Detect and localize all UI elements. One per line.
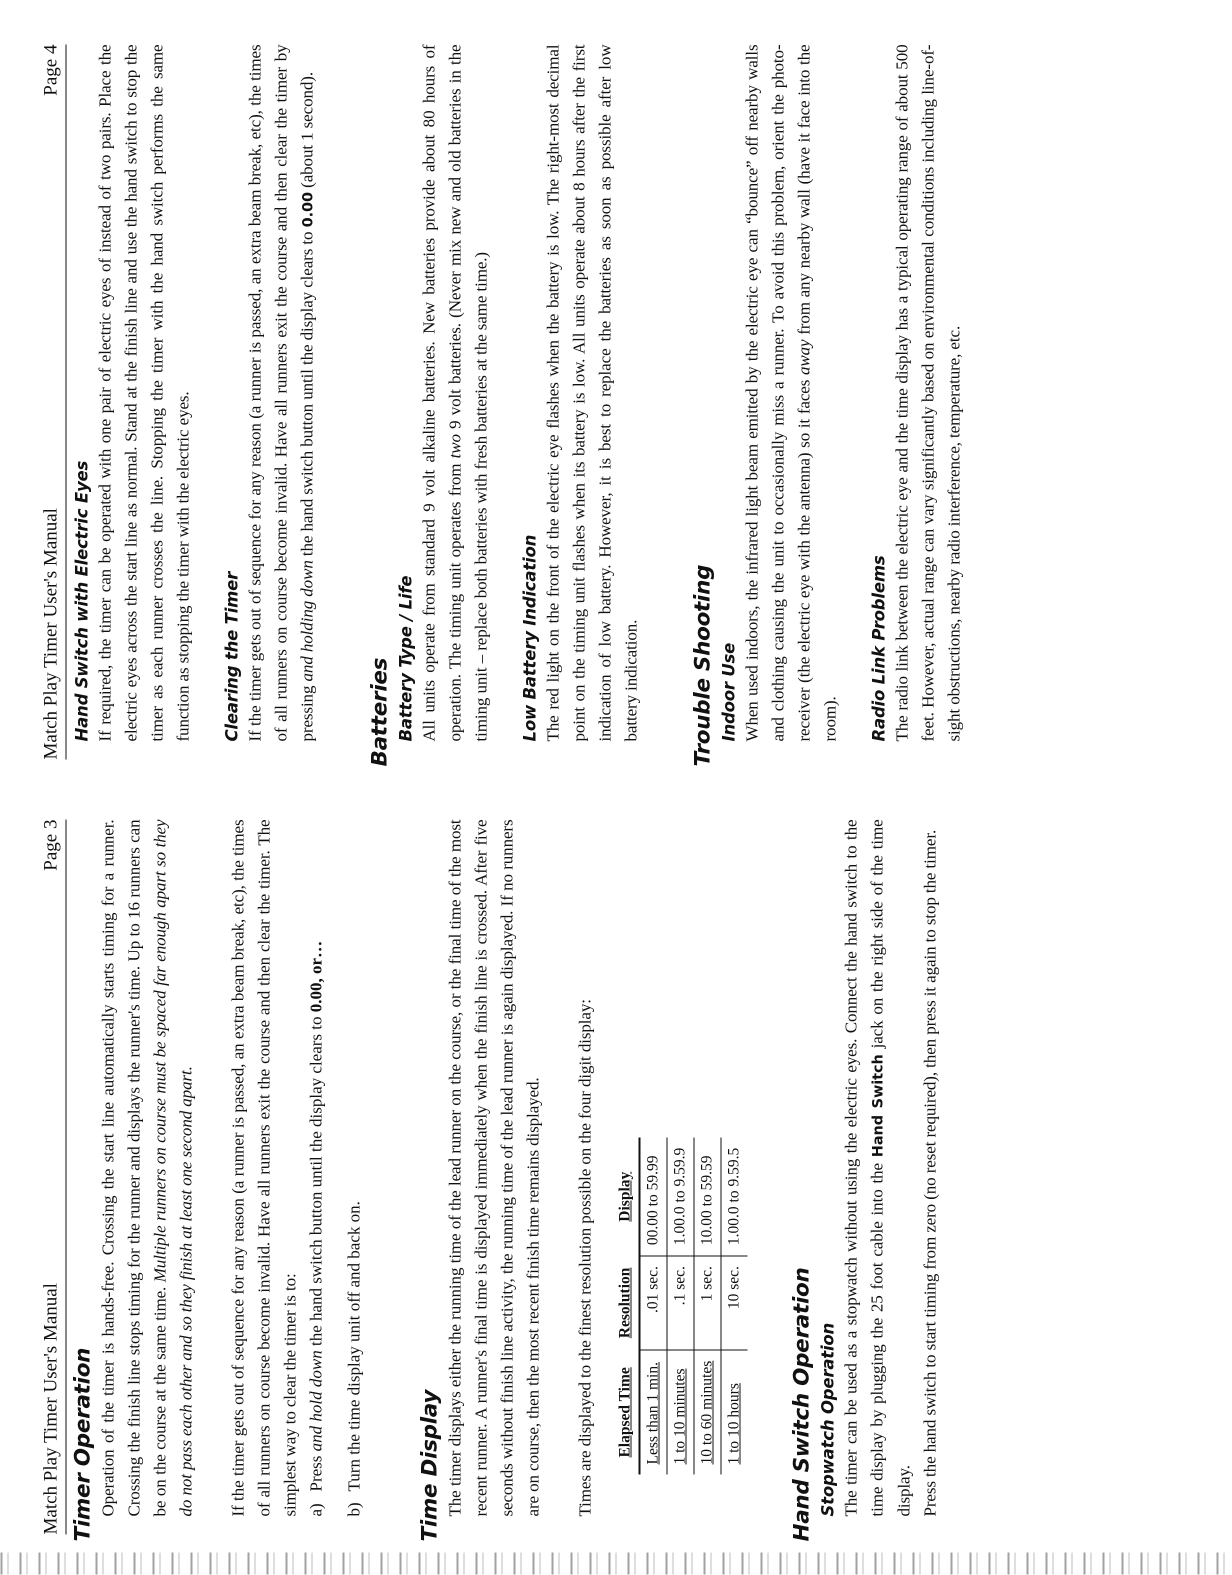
time-display-paragraph: The timer displays either the running time of the lead runner on the course, or the final time of the most recent runner. A runner's final time is displayed immediately when the finish line is crossed. After five seconds without finish line activity, the running time of the lead runner is again displayed. If no runners are on course, then the most recent finish time remains displayed. — [445, 819, 542, 1517]
low-battery-paragraph: The red light on the front of the electric eye flashes when the battery is low. The right-most decimal point on the timing unit flashes when its battery is low. All units operate about 8 hours after the first indication of low battery. However, it is best to replace the batteries as soon as possible after low battery indication. — [543, 44, 640, 742]
heading-trouble-shooting: Trouble Shooting — [690, 564, 715, 767]
subheading-hand-switch-electric-eyes: Hand Switch with Electric Eyes — [72, 460, 91, 742]
radio-link-paragraph: The radio link between the electric eye and the time display has a typical operating range of about 500 feet. However, actual range can vary significantly based on environmental conditions including line-of-sight obstructions, nearby radio interference, temperature, etc. — [892, 44, 963, 742]
table-row: 10 to 60 minutes 1 sec. 10.00 to 59.59 — [694, 1138, 721, 1475]
subheading-low-battery-indication: Low Battery Indication — [520, 534, 539, 742]
battery-type-paragraph: All units operate from standard 9 volt alkaline batteries. New batteries provide about 80 hours of operation. The timing unit operates from two 9 volt batteries. (Never mix new and old batteries in the timing unit – replace both batteries with fresh batteries at the same time.) — [419, 44, 490, 742]
heading-batteries: Batteries — [367, 657, 392, 767]
scan-edge-artifact — [0, 1553, 1232, 1575]
page-number: Page 4 — [40, 44, 61, 96]
out-of-sequence-paragraph: If the timer gets out of sequence for any reason (a runner is passed, an extra beam break, etc), the times of all runners on course become invalid. Have all runners exit the course and then clear the timer. The simplest way to clear the timer is to: — [228, 819, 299, 1517]
manual-title: Match Play Timer User's Manual — [40, 1283, 61, 1535]
col-resolution: Resolution — [612, 1256, 639, 1351]
hand-switch-eyes-paragraph: If required, the timer can be operated with one pair of electric eyes of instead of two pairs. Place the electric eyes across the start line as normal. Stand at the finish line and use the hand switch to stop the timer as each runner crosses the line. Stopping the timer with the hand switch performs the same function as stopping the timer with the electric eyes. — [95, 44, 192, 742]
page-4 — [40, 44, 967, 767]
page-number: Page 3 — [40, 819, 61, 871]
stopwatch-paragraph: The timer can be used as a stopwatch without using the electric eyes. Connect the hand switch to the time display by plugging the 25 foot cable into the Hand Switch jack on the right side of the time display. — [841, 819, 913, 1517]
col-display: Display — [612, 1138, 639, 1256]
stopwatch-paragraph-2: Press the hand switch to start timing from zero (no reset required), then press it again to stop the timer. — [920, 829, 939, 1517]
resolution-table — [612, 1138, 747, 1475]
page-header — [40, 45, 66, 760]
col-elapsed-time: Elapsed Time — [612, 1350, 639, 1474]
subheading-indoor-use: Indoor Use — [719, 642, 738, 742]
table-row: 1 to 10 minutes .1 sec. 1.00.0 to 9.59.9 — [667, 1138, 694, 1475]
clear-step-a: a) Press and hold down the hand switch button until the display clears to 0.00, or… — [306, 940, 325, 1517]
page-header — [40, 820, 66, 1535]
clear-step-b: b) Turn the time display unit off and back on. — [344, 1201, 363, 1517]
manual-title: Match Play Timer User's Manual — [40, 508, 61, 760]
subheading-battery-type-life: Battery Type / Life — [396, 575, 415, 742]
timer-operation-paragraph: Operation of the timer is hands-free. Crossing the start line automatically starts timing for a runner. Crossing the finish line stops timing for the runner and displays the runner's time. Up to 16 runners can be on the course at the same time. Multiple runners on course must be spaced far enough apart so they do not pass each other and so they finish at least one second apart. — [98, 819, 195, 1517]
subheading-clearing-the-timer: Clearing the Timer — [222, 571, 241, 742]
table-row: 1 to 10 hours 10 sec. 1.00.0 to 9.59.5 — [721, 1138, 748, 1475]
heading-timer-operation: Timer Operation — [70, 1347, 95, 1542]
indoor-use-paragraph: When used indoors, the infrared light beam emitted by the electric eye can “bounce” off nearby walls and clothing causing the unit to occasionally miss a runner. To avoid this problem, orient the photo-receiver (the electric eye with the antenna) so it faces away from any nearby wall (have it face into the room). — [742, 44, 839, 742]
subheading-stopwatch-operation: Stopwatch Operation — [818, 1322, 837, 1517]
heading-time-display: Time Display — [417, 1389, 442, 1542]
clearing-paragraph: If the timer gets out of sequence for any reason (a runner is passed, an extra beam break, etc), the times of all runners on course become invalid. Have all runners exit the course and then clear the timer by pressing and holding down the hand switch button until the display clears to 0.00 (about 1 second). — [245, 44, 316, 742]
subheading-radio-link-problems: Radio Link Problems — [869, 555, 888, 742]
table-row: Less than 1 min. .01 sec. 00.00 to 59.99 — [639, 1138, 667, 1475]
heading-hand-switch-operation: Hand Switch Operation — [789, 1267, 814, 1542]
page-3 — [40, 819, 943, 1542]
resolution-intro: Times are displayed to the finest resolution possible on the four digit display: — [575, 999, 594, 1517]
